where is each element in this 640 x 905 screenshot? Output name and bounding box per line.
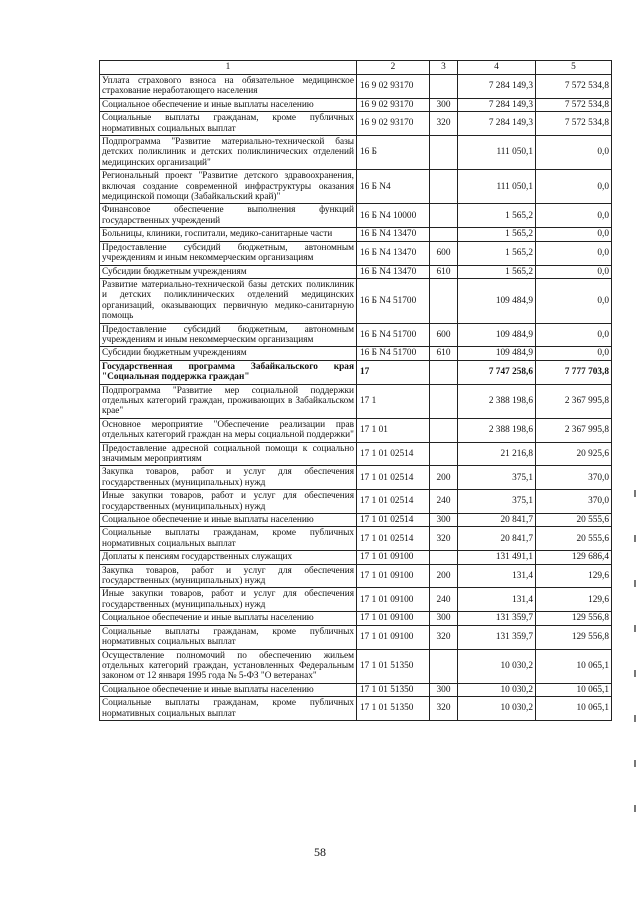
row-vr-cell <box>430 136 458 170</box>
row-value-2023-cell: 10 030,2 <box>458 683 536 696</box>
row-value-2024-cell: 7 572 534,8 <box>536 112 612 136</box>
table-row <box>100 323 612 347</box>
row-code-cell: 17 1 01 09100 <box>357 588 430 612</box>
header-cell-vr: 3 <box>430 61 458 75</box>
row-value-2023-cell: 131 359,7 <box>458 612 536 625</box>
row-name-cell: Социальные выплаты гражданам, кроме публичных нормативных социальных выплат <box>100 697 357 721</box>
row-vr-cell: 320 <box>430 112 458 136</box>
row-value-2024-cell: 0,0 <box>536 241 612 265</box>
row-code-cell: 17 1 01 02514 <box>357 442 430 466</box>
row-value-2024-cell: 370,0 <box>536 490 612 514</box>
row-value-2024-cell: 7 572 534,8 <box>536 98 612 111</box>
row-vr-cell: 320 <box>430 625 458 649</box>
row-value-2024-cell: 2 367 995,8 <box>536 384 612 418</box>
row-code-cell: 17 1 01 09100 <box>357 625 430 649</box>
row-vr-cell <box>430 278 458 323</box>
row-vr-cell: 300 <box>430 612 458 625</box>
row-vr-cell <box>430 649 458 683</box>
table-row <box>100 442 612 466</box>
row-code-cell: 17 1 01 02514 <box>357 466 430 490</box>
row-code-cell: 16 Б N4 51700 <box>357 323 430 347</box>
row-vr-cell: 320 <box>430 697 458 721</box>
row-value-2023-cell: 10 030,2 <box>458 649 536 683</box>
table-row <box>100 527 612 551</box>
table-row <box>100 384 612 418</box>
row-vr-cell: 610 <box>430 347 458 360</box>
row-value-2023-cell: 375,1 <box>458 466 536 490</box>
row-name-cell: Подпрограмма "Развитие мер социальной поддержки отдельных категорий граждан, проживающих в Забайкальском крае" <box>100 384 357 418</box>
row-name-cell: Социальное обеспечение и иные выплаты населению <box>100 514 357 527</box>
table-row <box>100 551 612 564</box>
row-value-2023-cell: 131,4 <box>458 564 536 588</box>
row-name-cell: Основное мероприятие "Обеспечение реализации прав отдельных категорий граждан на меры социальной поддержки" <box>100 418 357 442</box>
row-code-cell: 17 1 01 02514 <box>357 490 430 514</box>
table-row <box>100 588 612 612</box>
row-vr-cell <box>430 384 458 418</box>
row-vr-cell: 300 <box>430 98 458 111</box>
table-header-row <box>100 61 612 75</box>
table-row <box>100 136 612 170</box>
row-value-2023-cell: 111 050,1 <box>458 170 536 204</box>
table-row <box>100 98 612 111</box>
row-value-2024-cell: 10 065,1 <box>536 697 612 721</box>
row-value-2024-cell: 370,0 <box>536 466 612 490</box>
row-code-cell: 16 9 02 93170 <box>357 75 430 99</box>
row-name-cell: Социальные выплаты гражданам, кроме публичных нормативных социальных выплат <box>100 112 357 136</box>
row-value-2024-cell: 0,0 <box>536 228 612 241</box>
row-code-cell: 16 Б <box>357 136 430 170</box>
row-vr-cell: 240 <box>430 490 458 514</box>
row-code-cell: 16 Б N4 10000 <box>357 204 430 228</box>
row-name-cell: Доплаты к пенсиям государственных служащих <box>100 551 357 564</box>
row-value-2023-cell: 2 388 198,6 <box>458 418 536 442</box>
row-value-2024-cell: 129 556,8 <box>536 625 612 649</box>
row-name-cell: Социальные выплаты гражданам, кроме публичных нормативных социальных выплат <box>100 527 357 551</box>
row-code-cell: 17 1 01 02514 <box>357 514 430 527</box>
row-value-2024-cell: 0,0 <box>536 170 612 204</box>
row-vr-cell: 200 <box>430 466 458 490</box>
row-code-cell: 17 <box>357 360 430 384</box>
row-value-2024-cell: 10 065,1 <box>536 683 612 696</box>
row-vr-cell: 320 <box>430 527 458 551</box>
row-value-2023-cell: 21 216,8 <box>458 442 536 466</box>
row-value-2023-cell: 131 491,1 <box>458 551 536 564</box>
row-vr-cell <box>430 442 458 466</box>
row-vr-cell: 200 <box>430 564 458 588</box>
row-code-cell: 17 1 <box>357 384 430 418</box>
table-row <box>100 697 612 721</box>
row-value-2024-cell: 129,6 <box>536 588 612 612</box>
row-value-2023-cell: 2 388 198,6 <box>458 384 536 418</box>
row-name-cell: Уплата страхового взноса на обязательное медицинское страхование неработающего населения <box>100 75 357 99</box>
row-code-cell: 16 Б N4 51700 <box>357 278 430 323</box>
row-code-cell: 16 Б N4 13470 <box>357 241 430 265</box>
row-value-2023-cell: 375,1 <box>458 490 536 514</box>
header-cell-name: 1 <box>100 61 357 75</box>
header-cell-value-2: 5 <box>536 61 612 75</box>
table-body <box>100 75 612 721</box>
row-code-cell: 16 9 02 93170 <box>357 98 430 111</box>
row-value-2023-cell: 1 565,2 <box>458 265 536 278</box>
table-row <box>100 278 612 323</box>
table-row <box>100 418 612 442</box>
table-row <box>100 612 612 625</box>
row-name-cell: Больницы, клиники, госпитали, медико-санитарные части <box>100 228 357 241</box>
row-code-cell: 17 1 01 09100 <box>357 564 430 588</box>
row-name-cell: Финансовое обеспечение выполнения функций государственных учреждений <box>100 204 357 228</box>
row-value-2024-cell: 20 925,6 <box>536 442 612 466</box>
row-value-2023-cell: 131,4 <box>458 588 536 612</box>
row-name-cell: Предоставление адресной социальной помощи к социально значимым мероприятиям <box>100 442 357 466</box>
row-value-2024-cell: 2 367 995,8 <box>536 418 612 442</box>
table-row <box>100 347 612 360</box>
row-vr-cell: 240 <box>430 588 458 612</box>
header-cell-value-1: 4 <box>458 61 536 75</box>
table-row <box>100 75 612 99</box>
row-name-cell: Государственная программа Забайкальского края "Социальная поддержка граждан" <box>100 360 357 384</box>
row-value-2024-cell: 0,0 <box>536 204 612 228</box>
table-row <box>100 466 612 490</box>
table-row <box>100 564 612 588</box>
row-name-cell: Иные закупки товаров, работ и услуг для обеспечения государственных (муниципальных) нужд <box>100 490 357 514</box>
row-vr-cell: 300 <box>430 514 458 527</box>
row-value-2024-cell: 10 065,1 <box>536 649 612 683</box>
row-vr-cell <box>430 204 458 228</box>
row-value-2023-cell: 20 841,7 <box>458 514 536 527</box>
row-value-2023-cell: 1 565,2 <box>458 228 536 241</box>
row-name-cell: Закупка товаров, работ и услуг для обеспечения государственных (муниципальных) нужд <box>100 466 357 490</box>
row-vr-cell: 300 <box>430 683 458 696</box>
row-vr-cell <box>430 75 458 99</box>
row-value-2024-cell: 0,0 <box>536 265 612 278</box>
table-row <box>100 514 612 527</box>
row-value-2024-cell: 0,0 <box>536 136 612 170</box>
row-vr-cell <box>430 170 458 204</box>
row-value-2024-cell: 0,0 <box>536 347 612 360</box>
row-value-2023-cell: 7 284 149,3 <box>458 112 536 136</box>
row-name-cell: Региональный проект "Развитие детского здравоохранения, включая создание современной инфраструктуры оказания медицинской помощи (Забайкальский край)" <box>100 170 357 204</box>
row-name-cell: Социальное обеспечение и иные выплаты населению <box>100 683 357 696</box>
row-name-cell: Социальные выплаты гражданам, кроме публичных нормативных социальных выплат <box>100 625 357 649</box>
row-value-2024-cell: 0,0 <box>536 278 612 323</box>
row-value-2023-cell: 109 484,9 <box>458 347 536 360</box>
table-row <box>100 112 612 136</box>
row-name-cell: Субсидии бюджетным учреждениям <box>100 347 357 360</box>
row-code-cell: 16 Б N4 51700 <box>357 347 430 360</box>
table-row <box>100 241 612 265</box>
table-row <box>100 204 612 228</box>
row-name-cell: Субсидии бюджетным учреждениям <box>100 265 357 278</box>
row-value-2023-cell: 7 747 258,6 <box>458 360 536 384</box>
row-name-cell: Закупка товаров, работ и услуг для обеспечения государственных (муниципальных) нужд <box>100 564 357 588</box>
table-row <box>100 265 612 278</box>
row-code-cell: 17 1 01 09100 <box>357 612 430 625</box>
row-value-2024-cell: 7 777 703,8 <box>536 360 612 384</box>
row-value-2024-cell: 0,0 <box>536 323 612 347</box>
row-name-cell: Иные закупки товаров, работ и услуг для обеспечения государственных (муниципальных) нужд <box>100 588 357 612</box>
budget-table <box>99 60 612 721</box>
page-number: 58 <box>314 845 326 859</box>
row-vr-cell <box>430 551 458 564</box>
row-vr-cell: 610 <box>430 265 458 278</box>
row-value-2024-cell: 20 555,6 <box>536 514 612 527</box>
table-row <box>100 649 612 683</box>
row-value-2024-cell: 129 686,4 <box>536 551 612 564</box>
header-cell-code: 2 <box>357 61 430 75</box>
table-row <box>100 228 612 241</box>
row-value-2023-cell: 1 565,2 <box>458 204 536 228</box>
row-value-2024-cell: 129,6 <box>536 564 612 588</box>
row-name-cell: Социальное обеспечение и иные выплаты населению <box>100 612 357 625</box>
row-name-cell: Осуществление полномочий по обеспечению жильем отдельных категорий граждан, установленных Федеральным законом от 12 января 1995 года № 5-ФЗ "О ветеранах" <box>100 649 357 683</box>
row-code-cell: 16 Б N4 13470 <box>357 265 430 278</box>
table-row <box>100 625 612 649</box>
row-code-cell: 17 1 01 02514 <box>357 527 430 551</box>
row-vr-cell <box>430 418 458 442</box>
row-value-2023-cell: 109 484,9 <box>458 323 536 347</box>
row-value-2023-cell: 10 030,2 <box>458 697 536 721</box>
row-vr-cell <box>430 228 458 241</box>
row-name-cell: Социальное обеспечение и иные выплаты населению <box>100 98 357 111</box>
row-value-2023-cell: 111 050,1 <box>458 136 536 170</box>
budget-table-page <box>99 60 611 721</box>
row-code-cell: 16 Б N4 <box>357 170 430 204</box>
row-name-cell: Подпрограмма "Развитие материально-технической базы детских поликлиник и детских поликлинических отделений медицинских организаций" <box>100 136 357 170</box>
row-value-2023-cell: 7 284 149,3 <box>458 75 536 99</box>
row-code-cell: 17 1 01 51350 <box>357 697 430 721</box>
row-value-2023-cell: 20 841,7 <box>458 527 536 551</box>
row-vr-cell: 600 <box>430 323 458 347</box>
row-name-cell: Предоставление субсидий бюджетным, автономным учреждениям и иным некоммерческим организациям <box>100 241 357 265</box>
row-value-2024-cell: 20 555,6 <box>536 527 612 551</box>
table-row <box>100 490 612 514</box>
row-value-2024-cell: 7 572 534,8 <box>536 75 612 99</box>
table-row <box>100 170 612 204</box>
row-value-2023-cell: 109 484,9 <box>458 278 536 323</box>
row-value-2023-cell: 1 565,2 <box>458 241 536 265</box>
row-code-cell: 17 1 01 09100 <box>357 551 430 564</box>
row-code-cell: 17 1 01 <box>357 418 430 442</box>
row-code-cell: 16 9 02 93170 <box>357 112 430 136</box>
row-code-cell: 16 Б N4 13470 <box>357 228 430 241</box>
row-value-2023-cell: 7 284 149,3 <box>458 98 536 111</box>
row-vr-cell: 600 <box>430 241 458 265</box>
table-row <box>100 360 612 384</box>
row-vr-cell <box>430 360 458 384</box>
row-code-cell: 17 1 01 51350 <box>357 649 430 683</box>
row-name-cell: Предоставление субсидий бюджетным, автономным учреждениям и иным некоммерческим организациям <box>100 323 357 347</box>
table-row <box>100 683 612 696</box>
scan-edge-marks <box>634 490 638 850</box>
row-name-cell: Развитие материально-технической базы детских поликлиник и детских поликлинических отделений медицинских организаций, оказывающих первичную медико-санитарную помощь <box>100 278 357 323</box>
row-code-cell: 17 1 01 51350 <box>357 683 430 696</box>
row-value-2024-cell: 129 556,8 <box>536 612 612 625</box>
row-value-2023-cell: 131 359,7 <box>458 625 536 649</box>
